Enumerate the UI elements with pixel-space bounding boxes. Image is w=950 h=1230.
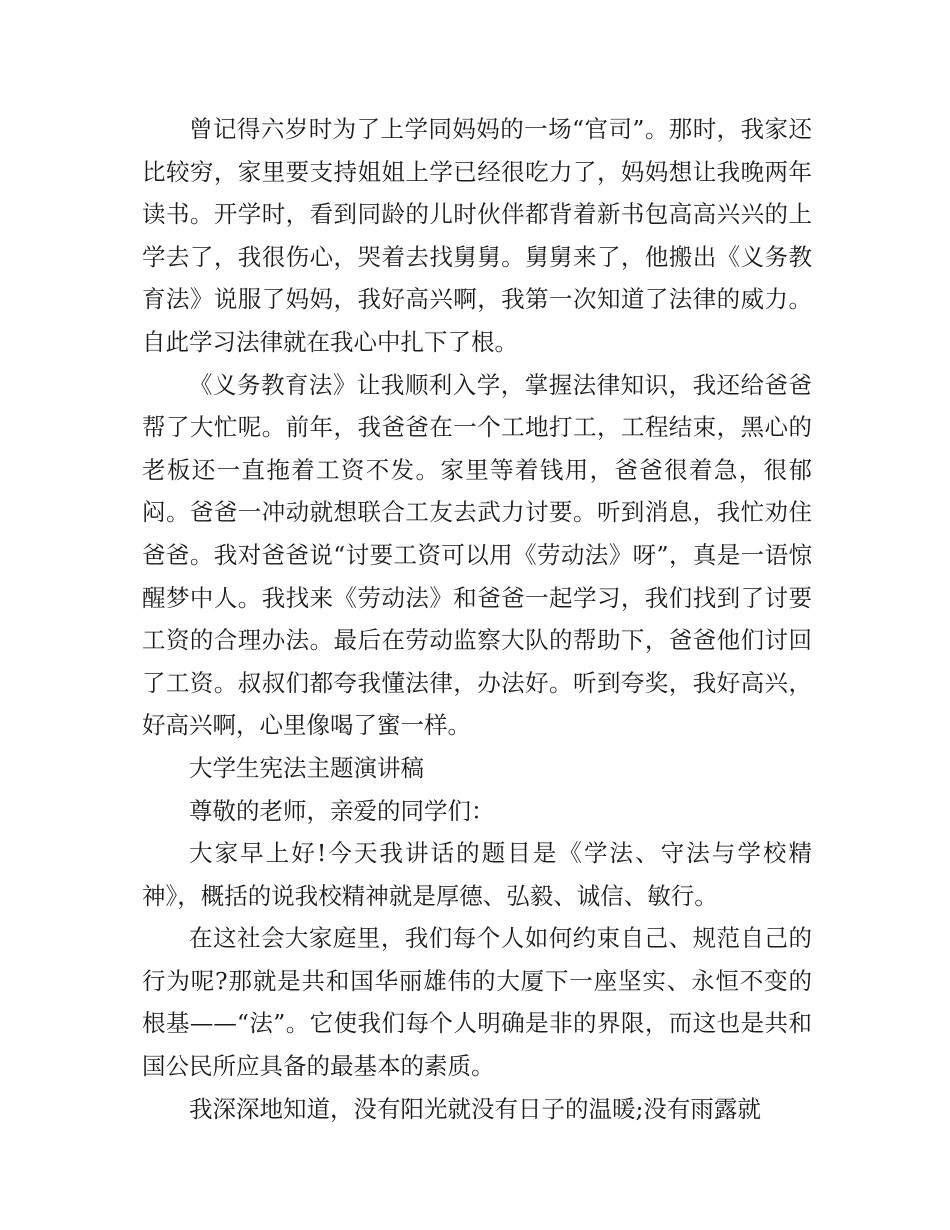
paragraph-speech-topic: 大家早上好!今天我讲话的题目是《学法、守法与学校精神》，概括的说我校精神就是厚德、弘毅、诚信、敏行。 bbox=[142, 839, 812, 910]
salutation: 尊敬的老师，亲爱的同学们： bbox=[189, 796, 495, 825]
paragraph-lawsuit-story: 曾记得六岁时为了上学同妈妈的一场“官司”。那时，我家还比较穷，家里要支持姐姐上学已经很吃力了，妈妈想让我晚两年读书。开学时，看到同龄的儿时伙伴都背着新书包高高兴兴的上学去了，我很伤心，哭着去找舅舅。舅舅来了，他搬出《义务教育法》说服了妈妈，我好高兴啊，我第一次知道了法律的威力。自此学习法律就在我心中扎下了根。 bbox=[142, 115, 812, 356]
document-body bbox=[142, 108, 812, 1130]
paragraph-law-foundation: 在这社会大家庭里，我们每个人如何约束自己、规范自己的行为呢?那就是共和国华丽雄伟的大厦下一座坚实、永恒不变的根基——“法”。它使我们每个人明确是非的界限，而这也是共和国公民所应具备的最基本的素质。 bbox=[142, 924, 812, 1081]
section-heading: 大学生宪法主题演讲稿 bbox=[189, 753, 424, 782]
paragraph-labor-law-story: 《义务教育法》让我顺利入学，掌握法律知识，我还给爸爸帮了大忙呢。前年，我爸爸在一个工地打工，工程结束，黑心的老板还一直拖着工资不发。家里等着钱用，爸爸很着急，很郁闷。爸爸一冲动就想联合工友去武力讨要。听到消息，我忙劝住爸爸。我对爸爸说“讨要工资可以用《劳动法》呀”，真是一语惊醒梦中人。我找来《劳动法》和爸爸一起学习，我们找到了讨要工资的合理办法。最后在劳动监察大队的帮助下，爸爸他们讨回了工资。叔叔们都夸我懂法律，办法好。听到夸奖，我好高兴，好高兴啊，心里像喝了蜜一样。 bbox=[142, 370, 812, 740]
paragraph-sunshine: 我深深地知道，没有阳光就没有日子的温暖;没有雨露就 bbox=[189, 1094, 761, 1123]
